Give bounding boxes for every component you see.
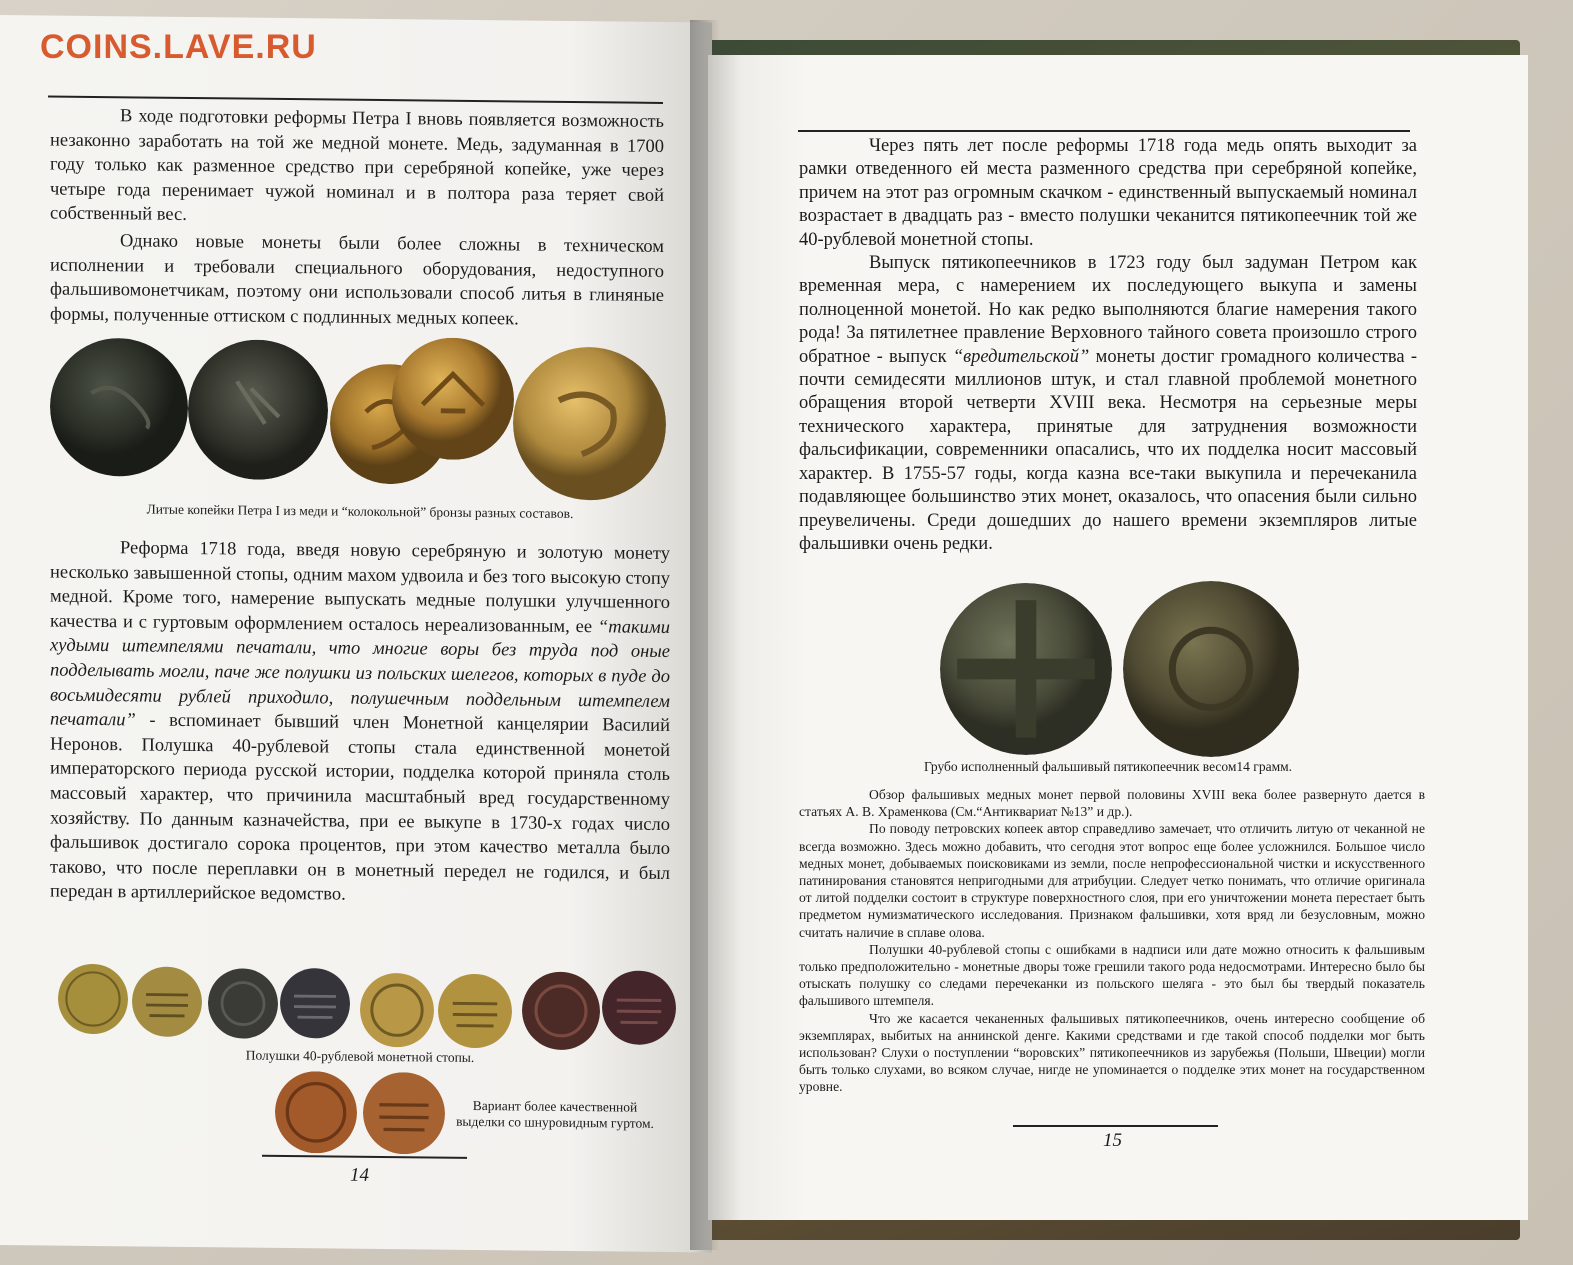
paragraph bbox=[50, 536, 670, 911]
coin-image bbox=[132, 965, 202, 1038]
coin-image bbox=[602, 969, 676, 1046]
coin-image bbox=[392, 337, 514, 460]
paragraph-text: Выпуск пятикопеечников в 1723 году был задуман Петром как временная мера, с намерением их последующего выкупа и замены полноценной монетой. Но как редко выполняются благие намерения такого рода! За пятилетнее правление Верховного тайного совета произошло строго обратное - выпуск bbox=[799, 253, 1417, 367]
right-text-block bbox=[799, 135, 1417, 556]
page-number: 14 bbox=[350, 1164, 369, 1186]
coin-image bbox=[513, 345, 666, 502]
figure-caption: Вариант более качественной выделки со шнуровидным гуртом. bbox=[456, 1097, 654, 1131]
paragraph: По поводу петровских копеек автор справедливо замечает, что отличить литую от чеканной не всегда возможно. Здесь можно добавить, что сегодня этот вопрос еще более усложнился. Большое число медных монет, добываемых поисковиками из земли, после непрофессиональной чистки и искусственного патинирования становятся непригодными для атрибуции. Следует четко понимать, что отличие оригинала от литой подделки состоит в структуре поверхностного слоя, при его уничтожении монета перестает быть предметом нумизматического исследования. Признаком фальшивки, хотя вряд ли безусловным, можно считать наличие в сплаве олова. bbox=[799, 821, 1425, 940]
bottom-rule bbox=[262, 1155, 467, 1159]
coin-image bbox=[940, 583, 1112, 755]
figure-caption: Литые копейки Петра I из меди и “колокольной” бронзы разных составов. bbox=[146, 501, 574, 522]
paragraph-text: пятикопеечников из зарубежья (Польши, Швеции) могли быть только слухами, во всяком случае, нигде не упоминается о подделке этих монет на государственном уровне. bbox=[799, 1045, 1425, 1095]
paragraph: В ходе подготовки реформы Петра I вновь появляется возможность незаконно заработать на той же медной монете. Медь, задуманная в 1700 году только как разменное средство при серебряной копейке, уже через четыре года перенимает чужой номинал и в полтора раза теряет свой собственный вес. bbox=[50, 106, 664, 226]
coin-image bbox=[280, 967, 350, 1040]
page-number: 15 bbox=[1103, 1130, 1122, 1151]
quote: “вредительской” bbox=[952, 346, 1090, 367]
left-page bbox=[0, 15, 712, 1252]
paragraph bbox=[799, 252, 1417, 556]
bottom-rule bbox=[1013, 1125, 1218, 1127]
paragraph-text: Что же касается чеканенных фальшивых пятикопеечников, очень интересно сообщение об экземплярах, выбитых на аннинской денге. Какими средствами и где такой способ подделки мог быть использован? Слухи о поступлении bbox=[799, 1010, 1425, 1061]
coin-image bbox=[1123, 581, 1299, 757]
coin-image bbox=[438, 973, 512, 1050]
paragraph: Полушки 40-рублевой стопы с ошибками в надписи или дате можно относить к фальшивым только предположительно - монетные дворы тоже грешили такого рода недосмотрами. Интересно было бы отыскать полушку со следами перечеканки из польского шеляга - это был бы твердый показатель фальшивого штемпеля. bbox=[799, 941, 1425, 1009]
paragraph-text: Реформа 1718 года, введя новую серебряную и золотую монету несколько завышенной стопы, одним махом удвоила и без того высокую стопу медной. Кроме того, намерение выпускать медные полушки улучшенного качества и с гуртовым оформлением осталось нереализованным, ее bbox=[50, 538, 670, 638]
quote: “такими худыми штемпелями печатали, что многие воры без труда под оные подделывать могли, паче же полушки из польских шелегов, которых в пуде до восьмидесяти рублей приходило, полушечным поддельным штемпелем печатали” bbox=[50, 617, 670, 731]
top-rule bbox=[48, 96, 663, 104]
coin-image bbox=[58, 963, 128, 1036]
coin-image bbox=[360, 972, 434, 1049]
left-text-block-1 bbox=[50, 104, 664, 334]
right-small-text bbox=[799, 786, 1425, 1096]
paragraph: Через пять лет после реформы 1718 года медь опять выходит за рамки отведенного ей места разменного средства при серебряной копейке, причем на этот раз огромным скачком - единственный выпускаемый номинал возрастает в двадцать раз - вместо полушки чеканится пятикопеечник той же 40-рублевой монетной стопы. bbox=[799, 136, 1417, 250]
coin-image bbox=[188, 339, 328, 480]
coin-image bbox=[50, 336, 188, 479]
paragraph bbox=[799, 1010, 1425, 1096]
paragraph-text: монеты достиг громадного количества - почти семидесяти миллионов штук, и стал главной проблемой монетного обращения второй четверти XVIII века. Несмотря на серьезные меры технического характера, принятые для затруднения возможности фальсификации, современники опасались, что их подделка носит массовый характер. В 1755-57 годы, когда казна все-таки выкупила и перечеканила подавляющее большинство этих монет, оказалось, что опасения были сильно преувеличены. Среди дошедших до нашего времени экземпляров литые фальшивки очень редки. bbox=[799, 346, 1418, 554]
coin-image bbox=[522, 970, 600, 1051]
paragraph: Однако новые монеты были более сложны в техническом исполнении и требовали специального оборудования, недоступного фальшивомонетчикам, поэтому они использовали способ литья в глиняные формы, полученные оттиском с подлинных медных копеек. bbox=[50, 231, 664, 330]
figure-caption: Полушки 40-рублевой монетной стопы. bbox=[245, 1047, 475, 1065]
quote: “воровских” bbox=[1013, 1045, 1086, 1061]
coin-image bbox=[208, 967, 278, 1040]
paragraph-text: - вспоминает бывший член Монетной канцелярии Василий Неронов. Полушка 40-рублевой стопы стала единственной монетой императорского периода русской истории, подделка которой приняла столь массовый характер, что причинила масштабный вред государственному хозяйству. По данным казначейства, при ее выкупе в 1730-х годах число фальшивок достигало сорока процентов, при этом качество металла было таково, что после переплавки он в монетный передел не годился, и был передан в артиллерийское ведомство. bbox=[50, 710, 670, 905]
right-page bbox=[708, 55, 1528, 1220]
left-text-block-2 bbox=[50, 536, 670, 911]
coin-image bbox=[363, 1072, 445, 1155]
top-rule bbox=[798, 130, 1410, 132]
coin-image bbox=[275, 1071, 357, 1154]
watermark: COINS.LAVE.RU bbox=[40, 28, 317, 66]
figure-caption: Грубо исполненный фальшивый пятикопеечник весом14 грамм. bbox=[923, 759, 1293, 774]
paragraph: Обзор фальшивых медных монет первой половины XVIII века более развернуто дается в статьях А. В. Храменкова (См.“Антиквариат №13” и др.). bbox=[799, 787, 1425, 820]
